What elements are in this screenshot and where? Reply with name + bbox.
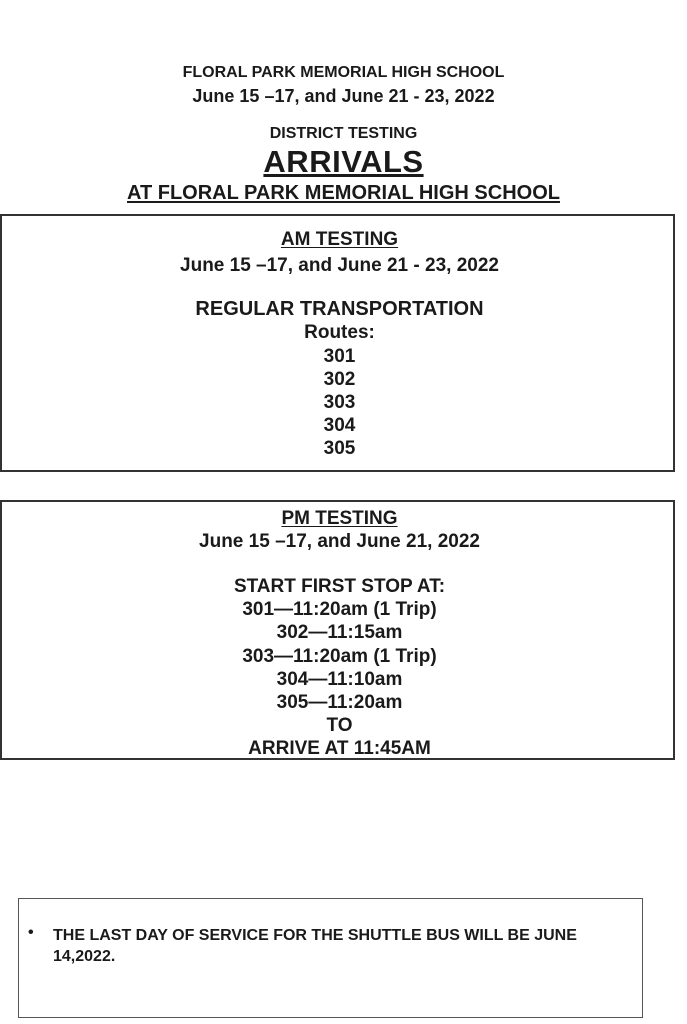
notice-text: THE LAST DAY OF SERVICE FOR THE SHUTTLE BUS WILL BE JUNE 14,2022. <box>53 927 577 965</box>
pm-testing-box <box>0 500 675 760</box>
pm-testing-heading: PM TESTING <box>281 508 398 529</box>
district-testing-label: DISTRICT TESTING <box>269 125 418 142</box>
route-item: 301 <box>323 346 356 367</box>
page-title: ARRIVALS <box>263 144 424 179</box>
start-first-stop-label: START FIRST STOP AT: <box>233 576 446 597</box>
school-name: FLORAL PARK MEMORIAL HIGH SCHOOL <box>182 64 505 81</box>
am-testing-heading: AM TESTING <box>280 229 399 250</box>
am-testing-dates: June 15 –17, and June 21 - 23, 2022 <box>180 255 499 276</box>
route-item: 302 <box>323 369 356 390</box>
routes-label: Routes: <box>304 322 375 343</box>
notice-box <box>18 898 643 1018</box>
transportation-label: REGULAR TRANSPORTATION <box>195 298 484 320</box>
bullet-icon: • <box>28 924 34 941</box>
route-item: 303 <box>323 392 356 413</box>
stop-time-item: 302—11:15am <box>276 622 403 643</box>
route-item: 305 <box>323 438 356 459</box>
stop-time-item: 305—11:20am <box>276 692 403 713</box>
stop-time-item: 303—11:20am (1 Trip) <box>242 646 437 667</box>
stop-time-item: 301—11:20am (1 Trip) <box>242 599 437 620</box>
header-dates: June 15 –17, and June 21 - 23, 2022 <box>192 86 495 106</box>
route-item: 304 <box>323 415 356 436</box>
am-testing-box <box>0 214 675 472</box>
arrive-time: ARRIVE AT 11:45AM <box>248 738 431 759</box>
to-label: TO <box>326 715 353 736</box>
arrivals-location: AT FLORAL PARK MEMORIAL HIGH SCHOOL <box>127 182 560 204</box>
stop-time-item: 304—11:10am <box>276 669 403 690</box>
pm-testing-dates: June 15 –17, and June 21, 2022 <box>199 531 480 552</box>
